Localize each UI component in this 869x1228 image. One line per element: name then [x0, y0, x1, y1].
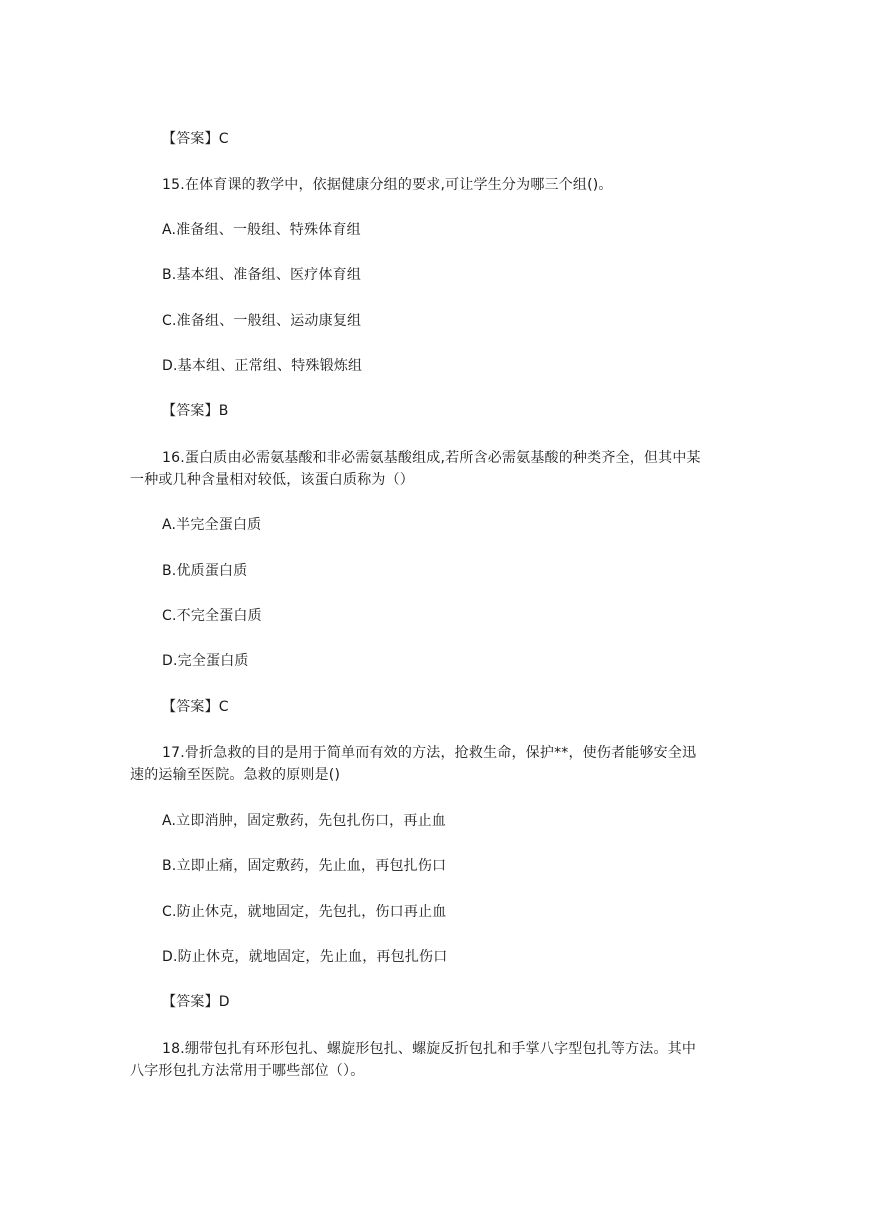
answer-line: 【答案】C	[162, 699, 229, 715]
answer-line: 【答案】B	[162, 403, 229, 419]
question-18-text: 18.绷带包扎有环形包扎、螺旋形包扎、螺旋反折包扎和手掌八字型包扎等方法。其中	[162, 1041, 697, 1057]
option-c: C.准备组、一般组、运动康复组	[162, 313, 362, 329]
question-16-text: 16.蛋白质由必需氨基酸和非必需氨基酸组成,若所含必需氨基酸的种类齐全，但其中某	[162, 450, 701, 466]
option-c: C.防止休克，就地固定，先包扎，伤口再止血	[162, 904, 447, 920]
question-16-text-continued: 一种或几种含量相对较低，该蛋白质称为（）	[130, 472, 414, 488]
question-15-text: 15.在体育课的教学中，依据健康分组的要求,可让学生分为哪三个组()。	[162, 177, 613, 193]
option-a: A.准备组、一般组、特殊体育组	[162, 222, 361, 238]
option-b: B.基本组、准备组、医疗体育组	[162, 267, 362, 283]
option-c: C.不完全蛋白质	[162, 608, 262, 624]
question-17-text: 17.骨折急救的目的是用于简单而有效的方法，抢救生命，保护**，使伤者能够安全迅	[162, 745, 697, 761]
option-b: B.立即止痛，固定敷药，先止血，再包扎伤口	[162, 858, 447, 874]
option-d: D.基本组、正常组、特殊锻炼组	[162, 358, 363, 374]
option-a: A.半完全蛋白质	[162, 517, 262, 533]
question-17-text-continued: 速的运输至医院。急救的原则是()	[130, 767, 341, 783]
option-d: D.完全蛋白质	[162, 653, 249, 669]
option-a: A.立即消肿，固定敷药，先包扎伤口，再止血	[162, 813, 446, 829]
option-b: B.优质蛋白质	[162, 563, 248, 579]
answer-line: 【答案】C	[162, 131, 229, 147]
answer-line: 【答案】D	[162, 994, 230, 1010]
option-d: D.防止休克，就地固定，先止血，再包扎伤口	[162, 949, 448, 965]
question-18-text-continued: 八字形包扎方法常用于哪些部位（）。	[130, 1063, 365, 1079]
